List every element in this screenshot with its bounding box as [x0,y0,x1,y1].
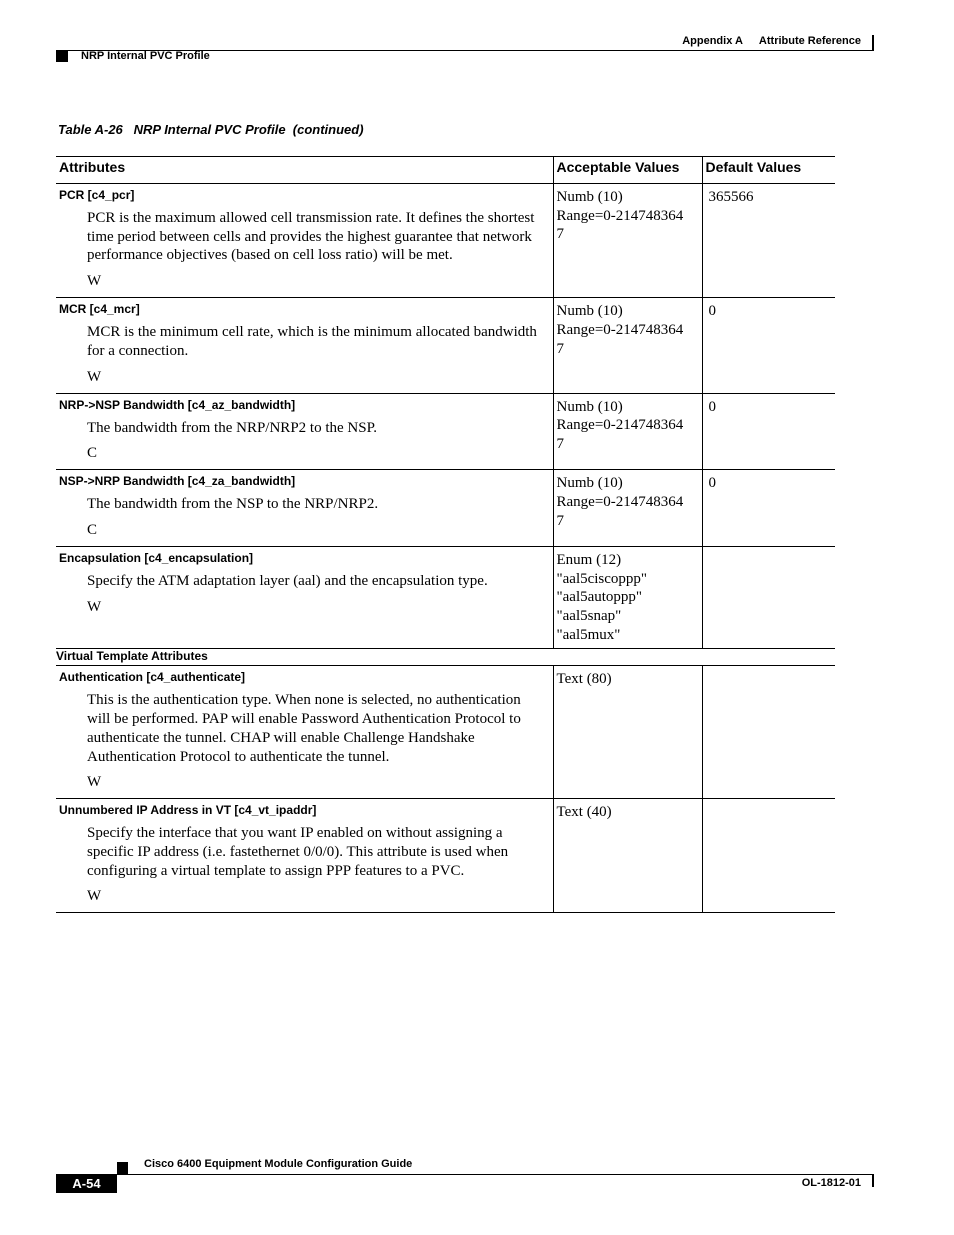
table-row [56,546,835,649]
section-label: NRP Internal PVC Profile [81,50,210,62]
attribute-name: Unnumbered IP Address in VT [c4_vt_ipaddr] [59,803,317,818]
attribute-description: This is the authentication type. When none is selected, no authentication will be performed. PAP will enable Password Authentication Protocol to authenticate the tunnel. CHAP will enable Challenge Handshake Authentication Protocol to authenticate the tunnel. [87,692,521,765]
attribute-cell [56,393,553,470]
appendix-label: Appendix A [682,35,743,47]
table-row [56,666,835,799]
document-number: OL-1812-01 [801,1177,861,1189]
table-caption: Table A-26 NRP Internal PVC Profile (continued) [58,122,364,137]
table-row [56,470,835,547]
header-block [56,51,68,62]
attribute-name: NSP->NRP Bandwidth [c4_za_bandwidth] [59,474,296,489]
column-header-default-values: Default Values [702,157,835,184]
attribute-description: The bandwidth from the NRP/NRP2 to the NSP. [87,419,378,436]
default-value: 0 [708,303,716,320]
attribute-table [56,156,835,913]
attribute-cell [56,799,553,913]
attribute-description: The bandwidth from the NSP to the NRP/NRP2. [87,496,379,513]
acceptable-values: Text (80) [556,671,612,688]
default-value: 0 [708,475,716,492]
guide-title: Cisco 6400 Equipment Module Configuration Guide [144,1158,413,1170]
page-number: A-54 [56,1174,117,1193]
footer-rule [56,1174,874,1175]
attribute-name: MCR [c4_mcr] [59,302,140,317]
attribute-flag: C [87,445,98,462]
attribute-flag: W [87,774,102,791]
table-header-row [56,157,835,184]
table-row [56,393,835,470]
acceptable-values: Numb (10) Range=0-214748364 7 [556,189,684,243]
default-value [703,799,836,803]
default-value: 365566 [708,189,754,205]
table-row [56,298,835,393]
footer-block [117,1162,128,1174]
default-value [703,666,836,670]
chapter-label: Attribute Reference [758,35,861,47]
running-header-right [682,35,861,47]
attribute-description: PCR is the maximum allowed cell transmission rate. It defines the shortest time period between cells and provides the highest guarantee that network performance objectives (based on cell loss ratio) will be met. [87,210,535,264]
attribute-flag: W [87,273,102,290]
acceptable-values: Numb (10) Range=0-214748364 7 [556,303,684,357]
attribute-flag: W [87,888,102,905]
attribute-cell [56,666,553,799]
table-row [56,184,835,298]
column-header-attributes: Attributes [56,157,553,184]
acceptable-values: Numb (10) Range=0-214748364 7 [556,398,684,452]
attribute-cell [56,546,553,649]
attribute-cell [56,298,553,393]
header-bar [872,35,874,50]
default-value: 0 [708,398,716,415]
acceptable-values: Enum (12) "aal5ciscoppp" "aal5autoppp" "aal5snap" "aal5mux" [556,551,648,643]
section-row [56,649,835,666]
attribute-cell [56,470,553,547]
footer-bar [872,1175,874,1187]
attribute-name: PCR [c4_pcr] [59,188,135,202]
default-value [703,547,836,551]
table-row [56,799,835,913]
attribute-name: Encapsulation [c4_encapsulation] [59,550,254,565]
attribute-description: Specify the interface that you want IP enabled on without assigning a specific IP address (i.e. fastethernet 0/0/0). This attribute is used when configuring a virtual template to assign PPP features to a PVC. [87,825,509,879]
attribute-cell [56,184,553,298]
acceptable-values: Numb (10) Range=0-214748364 7 [556,475,684,529]
attribute-name: NRP->NSP Bandwidth [c4_az_bandwidth] [59,397,296,412]
acceptable-values: Text (40) [556,804,612,821]
attribute-flag: C [87,521,98,538]
attribute-name: Authentication [c4_authenticate] [59,670,246,685]
column-header-acceptable-values: Acceptable Values [553,157,702,184]
attribute-description: MCR is the minimum cell rate, which is the minimum allocated bandwidth for a connection. [87,324,537,359]
attribute-description: Specify the ATM adaptation layer (aal) and the encapsulation type. [87,572,488,589]
attribute-flag: W [87,598,102,615]
section-title: Virtual Template Attributes [56,649,835,666]
attribute-flag: W [87,368,102,385]
